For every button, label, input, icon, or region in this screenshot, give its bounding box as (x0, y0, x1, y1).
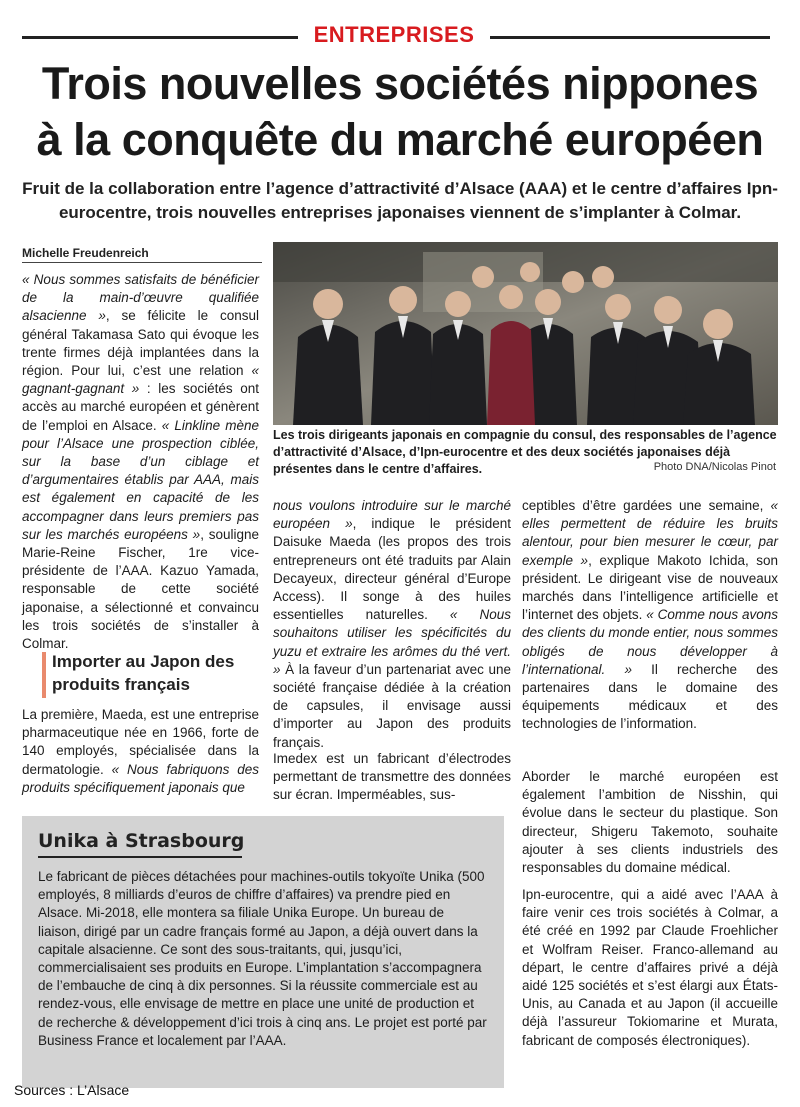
subheading: Importer au Japon des produits français (52, 652, 235, 694)
quote: nous voulons introduire sur le marché européen » (273, 498, 511, 532)
body-text: À la faveur d’un partenariat avec une société française dédiée à la création de capsules, il envisage aussi d’importer au Japon des produits français. (273, 661, 511, 750)
body-text: , se félicite le consul général Takamasa Sato qui évoque les trente firmes déjà implantées dans la région. Pour lui, c’est une relation (22, 308, 259, 379)
body-text: , indique le président Daisuke Maeda (les propos des trois entrepreneurs ont été traduits par Alain Decayeux, directeur général d’Europe Access). Il songe à des huiles essentielles naturelles. (273, 516, 511, 623)
body-text: ceptibles d’être gardées une semaine, (522, 498, 771, 513)
article-column-2 (273, 497, 511, 752)
photo-caption: Les trois dirigeants japonais en compagnie du consul, des responsables de l’agence d’attractivité d’Alsace, d’Ipn-eurocentre et des deux sociétés japonaises déjà présentes dans le centre d’affaires. (273, 428, 777, 476)
article-column-1 (22, 271, 259, 653)
group-photo-illustration (273, 242, 778, 425)
standfirst: Fruit de la collaboration entre l’agence d’attractivité d’Alsace (AAA) et le centre d’affaires Ipn-eurocentre, trois nouvelles entreprises japonaises viennent de s’implanter à Colmar. (22, 179, 778, 222)
author-byline: Michelle Freudenreich (22, 246, 149, 260)
quote: « Nous sommes satisfaits de bénéficier de la main-d’œuvre qualifiée alsacienne » (22, 272, 259, 324)
headline-line-2: à la conquête du marché européen (36, 114, 764, 165)
body-text: : les sociétés ont accès au marché européen et génèrent de l’emploi en Alsace. (22, 381, 259, 433)
headline (22, 56, 778, 168)
article-column-2-continued: Imedex est un fabricant d’électrodes permettant de transmettre des données sur écran. Imperméables, sus- (273, 751, 511, 803)
sources-note: Sources : L’Alsace (14, 1082, 130, 1098)
body-text: , souligne Marie-Reine Fischer, 1re vice-présidente de l’AAA. Kazuo Yamada, responsable de cette société japonaise, a sélectionné et convaincu les trois sociétés de s’installer à Colmar. (22, 526, 259, 652)
quote: « gagnant-gagnant » (22, 363, 259, 397)
article-column-3 (522, 497, 778, 734)
sidebar-box-title-rule (38, 856, 242, 858)
quote: « Nous souhaitons utiliser les spécificités du yuzu et extraire les arômes du thé vert. » (273, 607, 511, 677)
article-column-1-continued (22, 706, 259, 797)
body-text: , explique Makoto Ichida, son président. Le dirigeant vise de nouveaux marchés dans l’intelligence artificielle et l’internet des objets. (522, 552, 778, 623)
sidebar-box-title: Unika à Strasbourg (38, 830, 245, 852)
body-text: La première, Maeda, est une entreprise pharmaceutique née en 1966, forte de 140 employés, spécialisée dans la dermatologie. (22, 707, 259, 777)
byline-rule (22, 262, 262, 263)
photo-credit: Photo DNA/Nicolas Pinot (653, 461, 776, 473)
article-column-3-paragraph-3: Ipn-eurocentre, qui a aidé avec l’AAA à faire venir ces trois sociétés à Colmar, a été créé en 1992 par Claude Froehlicher et Wolfram Reiser. Franco-allemand au départ, le centre d’affaires privé a déjà aidé 125 sociétés et s’est élargi aux États-Unis, au Canada et au Japon (il accueille déjà l’assureur Tokiomarine et Murata, fabricant de composés électroniques). (522, 887, 778, 1048)
section-rubric: ENTREPRISES (313, 22, 475, 47)
article-column-3-paragraph-2: Aborder le marché européen est également l’ambition de Nisshin, qui évolue dans le secteur du plastique. Son directeur, Shigeru Takemoto, souhaite ajouter à ses clients industriels des responsables du domaine médical. (522, 769, 778, 876)
quote: « Nous fabriquons des produits spécifiquement japonais que (22, 761, 259, 795)
headline-line-1: Trois nouvelles sociétés nippones (41, 58, 759, 109)
group-photo (273, 242, 778, 425)
quote: « elles permettent de réduire les bruits alentour, pour bien mesurer le cœur, par exemple » (522, 498, 778, 568)
quote: « Comme nous avons des clients du monde entier, nous sommes obligés de nous développer à l’international. » (522, 607, 778, 677)
subhead-accent-bar (42, 652, 46, 698)
body-text: Il recherche des partenaires dans le domaine des équipements médicaux et des technologies de l’information. (522, 661, 778, 732)
sidebar-box-text: Le fabricant de pièces détachées pour machines-outils tokyoïte Unika (500 employés, 8 milliards d’euros de chiffre d’affaires) va prendre pied en Alsace. Mi-2018, elle montera sa filiale Unika Europe. Un bureau de liaison, dirigé par un cadre français formé au Japon, a déjà ouvert dans la capitale alsacienne. Ce sont des sous-traitants, qui, jusqu’ici, commercialisaient ses produits en Europe. L’implantation s’accompagnera de l’embauche de cinq à dix personnes. Si la réussite commerciale est au rendez-vous, elle envisage de mettre en place une unité de production et de recherche & développement d’ici trois à cinq ans. Le projet est porté par Business France et localement par l’AAA. (38, 869, 487, 1048)
quote: « Linkline mène pour l’Alsace une prospection ciblée, sur la base d’un ciblage et d’argumentaires établis par AAA, mais est également en capacité de les accompagner dans leurs premiers pas sur les marchés européens » (22, 417, 259, 542)
